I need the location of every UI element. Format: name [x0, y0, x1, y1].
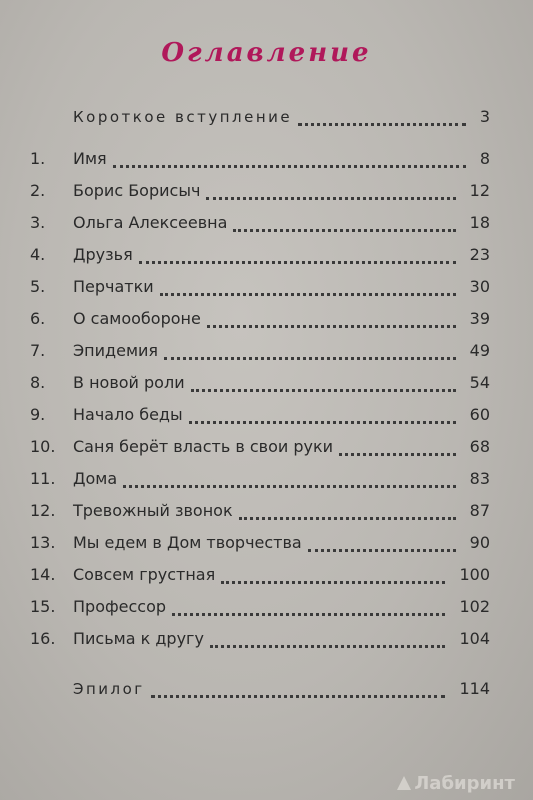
chapter-number: 14. — [30, 565, 56, 584]
chapter-number: 11. — [30, 469, 56, 488]
toc-entry — [30, 467, 490, 491]
page-number: 68 — [469, 437, 490, 456]
page-number: 100 — [459, 565, 490, 584]
page-number: 54 — [469, 373, 490, 392]
dot-leader — [207, 301, 456, 328]
toc-entry — [30, 243, 490, 267]
chapter-title: Профессор — [73, 597, 167, 616]
page-number: 23 — [469, 245, 490, 264]
chapter-number: 16. — [30, 629, 56, 648]
dot-leader — [339, 429, 456, 456]
chapter-number: 5. — [30, 277, 46, 296]
toc-entry — [30, 435, 490, 459]
chapter-title: Тревожный звонок — [73, 501, 233, 520]
dot-leader — [160, 269, 456, 296]
chapter-number: 12. — [30, 501, 56, 520]
page-number: 3 — [479, 107, 490, 126]
chapter-title: Мы едем в Дом творчества — [73, 533, 302, 552]
dot-leader — [210, 621, 445, 648]
chapter-number: 2. — [30, 181, 46, 200]
dot-leader — [123, 461, 456, 488]
dot-leader — [191, 365, 456, 392]
toc-entry — [30, 147, 490, 171]
toc-entry — [30, 105, 490, 129]
chapter-title: Совсем грустная — [73, 565, 216, 584]
chapter-title: Ольга Алексеевна — [73, 213, 228, 232]
chapter-title: Друзья — [73, 245, 133, 264]
toc-entry — [30, 677, 490, 701]
dot-leader — [233, 205, 456, 232]
toc-entry — [30, 499, 490, 523]
page-number: 114 — [459, 679, 490, 698]
dot-leader — [221, 557, 445, 584]
dot-leader — [298, 99, 466, 126]
page-number: 18 — [469, 213, 490, 232]
chapter-number: 6. — [30, 309, 46, 328]
page-number: 102 — [459, 597, 490, 616]
chapter-title: Борис Борисыч — [73, 181, 201, 200]
dot-leader — [164, 333, 456, 360]
toc-entry — [30, 371, 490, 395]
page-number: 83 — [469, 469, 490, 488]
chapter-number: 15. — [30, 597, 56, 616]
dot-leader — [113, 141, 466, 168]
toc-entry — [30, 595, 490, 619]
page-number: 60 — [469, 405, 490, 424]
chapter-title: Перчатки — [73, 277, 154, 296]
chapter-title: В новой роли — [73, 373, 185, 392]
toc-entry — [30, 531, 490, 555]
dot-leader — [151, 671, 445, 698]
chapter-number: 4. — [30, 245, 46, 264]
toc-entry — [30, 275, 490, 299]
toc-entry — [30, 627, 490, 651]
chapter-title: Эпидемия — [73, 341, 159, 360]
chapter-number: 1. — [30, 149, 46, 168]
toc-entry — [30, 179, 490, 203]
chapter-number: 7. — [30, 341, 46, 360]
watermark: Лабиринт — [397, 773, 515, 794]
dot-leader — [239, 493, 456, 520]
dot-leader — [308, 525, 456, 552]
toc-entry — [30, 403, 490, 427]
page-number: 8 — [479, 149, 490, 168]
chapter-number: 10. — [30, 437, 56, 456]
page-number: 30 — [469, 277, 490, 296]
chapter-title: Саня берёт власть в свои руки — [73, 437, 334, 456]
chapter-title: Письма к другу — [73, 629, 204, 648]
page-number: 39 — [469, 309, 490, 328]
chapter-number: 8. — [30, 373, 46, 392]
labyrinth-logo-icon — [397, 776, 411, 790]
toc-entry — [30, 563, 490, 587]
chapter-title: Имя — [73, 149, 107, 168]
chapter-title: О самообороне — [73, 309, 201, 328]
page-number: 87 — [469, 501, 490, 520]
chapter-number: 9. — [30, 405, 46, 424]
dot-leader — [139, 237, 456, 264]
page-number: 104 — [459, 629, 490, 648]
dot-leader — [189, 397, 456, 424]
chapter-title: Короткое вступление — [73, 108, 293, 126]
toc-entry — [30, 307, 490, 331]
page-title: Оглавление — [161, 38, 372, 68]
page-number: 90 — [469, 533, 490, 552]
page-number: 49 — [469, 341, 490, 360]
dot-leader — [172, 589, 445, 616]
page-number: 12 — [469, 181, 490, 200]
chapter-number: 3. — [30, 213, 46, 232]
chapter-title: Эпилог — [73, 680, 145, 698]
dot-leader — [206, 173, 456, 200]
chapter-title: Начало беды — [73, 405, 183, 424]
chapter-number: 13. — [30, 533, 56, 552]
chapter-title: Дома — [73, 469, 118, 488]
toc-entry — [30, 339, 490, 363]
toc-entry — [30, 211, 490, 235]
